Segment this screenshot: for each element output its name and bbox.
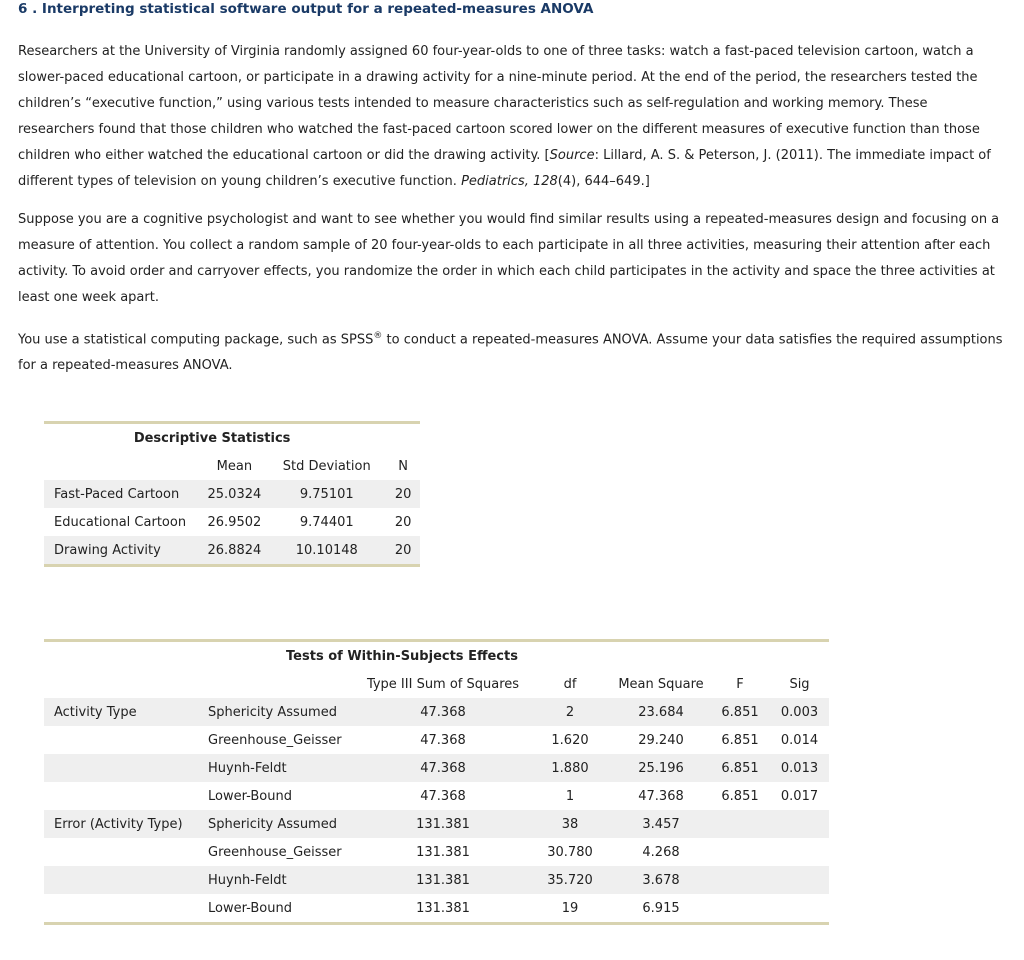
header-mean: Mean	[216, 458, 253, 474]
cell-method: Greenhouse_Geisser	[208, 844, 342, 860]
source-citation: : Lillard, A. S. & Peterson, J. (2011). The immediate impact of different types of television on young children’s executive function.	[18, 148, 991, 189]
cell-f: 6.851	[710, 754, 770, 782]
cell-method: Sphericity Assumed	[198, 698, 358, 726]
software-text-b: to conduct a repeated-measures ANOVA. Assume your data satisfies the required assumptions for a repeated-measures ANOVA.	[18, 332, 1003, 374]
cell-mean: 26.9502	[207, 514, 262, 530]
cell-ms: 4.268	[642, 844, 680, 860]
software-paragraph	[18, 323, 1008, 379]
cell-source	[44, 726, 198, 754]
cell-ms: 23.684	[612, 698, 710, 726]
cell-source	[44, 754, 198, 782]
cell-ss: 47.368	[358, 754, 528, 782]
cell-method: Huynh-Feldt	[198, 754, 358, 782]
row-label: Educational Cartoon	[54, 514, 187, 530]
cell-ss: 131.381	[416, 844, 470, 860]
cell-source	[44, 894, 198, 922]
page-title: 6 . Interpreting statistical software output for a repeated-measures ANOVA	[18, 1, 594, 17]
scenario-paragraph: Suppose you are a cognitive psychologist and want to see whether you would find similar results using a repeated-measures design and focusing on a measure of attention. You collect a random sample of 20 four-year-olds to each participate in all three activities, measuring their attention after each activity. To avoid order and carryover effects, you randomize the order in which each child participates in the activity and space the three activities at least one week apart.	[18, 212, 1000, 305]
within-subjects-effects-table	[44, 639, 829, 925]
cell-sig	[770, 838, 829, 866]
table-row	[44, 894, 829, 922]
cell-method: Lower-Bound	[208, 900, 292, 916]
row-label: Fast-Paced Cartoon	[44, 480, 202, 508]
cell-df: 19	[561, 900, 579, 916]
cell-ms: 29.240	[638, 732, 684, 748]
table-row	[44, 698, 829, 726]
table-row	[44, 536, 420, 564]
cell-df: 35.720	[528, 866, 612, 894]
cell-source: Error (Activity Type)	[44, 810, 198, 838]
header-sig: Sig	[789, 676, 810, 692]
cell-method: Sphericity Assumed	[198, 810, 358, 838]
cell-sig: 0.017	[780, 788, 819, 804]
cell-mean: 26.8824	[202, 536, 268, 564]
cell-df: 2	[528, 698, 612, 726]
software-text-a: You use a statistical computing package, such as SPSS	[18, 332, 374, 348]
cell-ss: 131.381	[358, 810, 528, 838]
cell-f	[710, 894, 770, 922]
table-row	[44, 810, 829, 838]
cell-df: 1.620	[551, 732, 589, 748]
cell-ss: 47.368	[358, 698, 528, 726]
cell-mean: 25.0324	[202, 480, 268, 508]
descriptive-title: Descriptive Statistics	[133, 430, 291, 446]
header-n: N	[398, 458, 408, 474]
cell-ms: 3.678	[612, 866, 710, 894]
table-row	[44, 726, 829, 754]
cell-f: 6.851	[710, 698, 770, 726]
cell-sig: 0.003	[770, 698, 829, 726]
cell-f: 6.851	[721, 788, 759, 804]
cell-source	[44, 838, 198, 866]
cell-ss: 47.368	[420, 788, 466, 804]
cell-ss: 131.381	[416, 900, 470, 916]
header-sum-of-squares: Type III Sum of Squares	[366, 676, 520, 692]
intro-paragraph	[18, 39, 1008, 195]
cell-df: 30.780	[547, 844, 593, 860]
cell-f: 6.851	[721, 732, 759, 748]
cell-method: Huynh-Feldt	[198, 866, 358, 894]
table-row	[44, 480, 420, 508]
cell-sd: 9.75101	[267, 480, 386, 508]
cell-sig: 0.013	[770, 754, 829, 782]
cell-f	[710, 866, 770, 894]
cell-f	[710, 838, 770, 866]
cell-sig: 0.014	[780, 732, 819, 748]
cell-sig	[770, 894, 829, 922]
cell-source	[44, 782, 198, 810]
cell-df: 1	[565, 788, 575, 804]
header-f: F	[736, 676, 744, 692]
cell-df: 1.880	[528, 754, 612, 782]
cell-n: 20	[394, 514, 412, 530]
header-std-deviation: Std Deviation	[282, 458, 371, 474]
cell-ss: 131.381	[358, 866, 528, 894]
cell-method: Lower-Bound	[208, 788, 292, 804]
registered-mark: ®	[373, 331, 383, 341]
cell-ms: 25.196	[612, 754, 710, 782]
cell-df: 38	[528, 810, 612, 838]
cell-n: 20	[386, 480, 420, 508]
table-row	[44, 508, 420, 536]
cell-sd: 10.10148	[267, 536, 386, 564]
journal-name: Pediatrics, 128	[461, 174, 558, 189]
table-row	[44, 782, 829, 810]
header-df: df	[563, 676, 577, 692]
cell-method: Greenhouse_Geisser	[208, 732, 342, 748]
cell-sd: 9.74401	[299, 514, 354, 530]
row-label: Drawing Activity	[44, 536, 202, 564]
cell-n: 20	[386, 536, 420, 564]
source-label: Source	[549, 148, 595, 163]
table-row	[44, 866, 829, 894]
citation-tail: (4), 644–649.]	[557, 174, 650, 189]
cell-source: Activity Type	[44, 698, 198, 726]
cell-ms: 47.368	[638, 788, 684, 804]
descriptive-statistics-table	[44, 421, 420, 567]
table-row	[44, 838, 829, 866]
table-row	[44, 754, 829, 782]
cell-source	[44, 866, 198, 894]
cell-ss: 47.368	[420, 732, 466, 748]
tests-title: Tests of Within-Subjects Effects	[286, 648, 518, 664]
cell-ms: 3.457	[612, 810, 710, 838]
intro-text: Researchers at the University of Virginia randomly assigned 60 four-year-olds to one of three tasks: watch a fast-paced television cartoon, watch a slower-paced educational cartoon, or participate in a drawing activity for a nine-minute period. At the end of the period, the researchers tested the children’s “executive function,” using various tests intended to measure characteristics such as self-regulation and working memory. These researchers found that those children who watched the fast-paced cartoon scored lower on the different measures of executive function than those children who either watched the educational cartoon or did the drawing activity. [	[18, 44, 980, 163]
cell-sig	[770, 810, 829, 838]
header-mean-square: Mean Square	[618, 676, 704, 692]
cell-f	[710, 810, 770, 838]
cell-ms: 6.915	[642, 900, 680, 916]
cell-sig	[770, 866, 829, 894]
